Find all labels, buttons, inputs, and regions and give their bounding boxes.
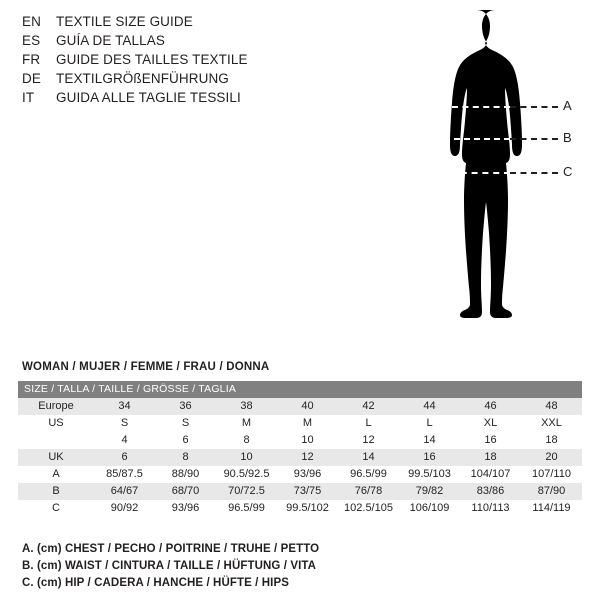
table-cell: 79/82 (399, 483, 460, 500)
table-row (18, 415, 582, 432)
table-cell: 16 (460, 432, 521, 449)
female-silhouette-icon (435, 8, 555, 376)
table-cell: 46 (460, 398, 521, 415)
language-row (22, 14, 322, 33)
table-cell: 16 (399, 449, 460, 466)
row-label: C (18, 500, 94, 517)
table-cell: 73/75 (277, 483, 338, 500)
table-cell: 99.5/103 (399, 466, 460, 483)
language-code: IT (22, 90, 35, 105)
table-cell: 36 (155, 398, 216, 415)
table-cell: 88/90 (155, 466, 216, 483)
table-cell: M (216, 415, 277, 432)
table-cell: 96.5/99 (338, 466, 399, 483)
language-title: TEXTILGRÖßENFÜHRUNG (56, 71, 229, 86)
table-cell: 110/113 (460, 500, 521, 517)
table-header-row (18, 381, 582, 398)
language-title: GUIDE DES TAILLES TEXTILE (56, 52, 248, 67)
size-table-wrapper (18, 381, 582, 517)
table-cell: 87/90 (521, 483, 582, 500)
table-cell: 114/119 (521, 500, 582, 517)
footnote-c: C. (cm) HIP / CADERA / HANCHE / HÜFTE / HIPS (22, 577, 290, 589)
table-cell: 8 (155, 449, 216, 466)
measure-line-c-inner (450, 172, 510, 174)
language-code: FR (22, 52, 41, 67)
table-cell: 90.5/92.5 (216, 466, 277, 483)
language-code: EN (22, 14, 41, 29)
table-cell: 6 (155, 432, 216, 449)
measure-line-b-inner (454, 138, 510, 140)
measure-label-a: A (563, 98, 572, 113)
table-cell: 102.5/105 (338, 500, 399, 517)
language-row (22, 71, 322, 90)
language-row (22, 90, 322, 109)
language-row (22, 52, 322, 71)
language-title: TEXTILE SIZE GUIDE (56, 14, 193, 29)
table-cell: 20 (521, 449, 582, 466)
section-title: WOMAN / MUJER / FEMME / FRAU / DONNA (22, 361, 270, 373)
table-cell: XXL (521, 415, 582, 432)
table-cell: 8 (216, 432, 277, 449)
table-cell: XL (460, 415, 521, 432)
table-row (18, 483, 582, 500)
table-header-label: SIZE / TALLA / TAILLE / GRÖSSE / TAGLIA (18, 381, 582, 398)
table-cell: 99.5/102 (277, 500, 338, 517)
measure-line-a-inner (452, 106, 510, 108)
table-row (18, 500, 582, 517)
row-label: B (18, 483, 94, 500)
measure-line-c-outer (510, 172, 558, 174)
measure-label-b: B (563, 130, 572, 145)
table-cell: 10 (277, 432, 338, 449)
row-label: UK (18, 449, 94, 466)
table-cell: M (277, 415, 338, 432)
table-row (18, 432, 582, 449)
table-cell: 93/96 (277, 466, 338, 483)
table-cell: 42 (338, 398, 399, 415)
table-cell: 68/70 (155, 483, 216, 500)
table-cell: 14 (399, 432, 460, 449)
table-cell: 48 (521, 398, 582, 415)
row-label (18, 432, 94, 449)
row-label: Europe (18, 398, 94, 415)
table-cell: 44 (399, 398, 460, 415)
language-row (22, 33, 322, 52)
table-cell: 14 (338, 449, 399, 466)
table-cell: 106/109 (399, 500, 460, 517)
table-cell: S (155, 415, 216, 432)
table-cell: 18 (521, 432, 582, 449)
table-cell: 12 (338, 432, 399, 449)
table-cell: 85/87.5 (94, 466, 155, 483)
table-cell: S (94, 415, 155, 432)
language-code: ES (22, 33, 41, 48)
table-cell: 93/96 (155, 500, 216, 517)
table-cell: 4 (94, 432, 155, 449)
footnote-b: B. (cm) WAIST / CINTURA / TAILLE / HÜFTUNG / VITA (22, 560, 317, 572)
table-cell: 34 (94, 398, 155, 415)
measure-line-b-outer (510, 138, 558, 140)
table-cell: 76/78 (338, 483, 399, 500)
table-cell: 104/107 (460, 466, 521, 483)
table-cell: 96.5/99 (216, 500, 277, 517)
language-title: GUIDA ALLE TAGLIE TESSILI (56, 90, 241, 105)
row-label: A (18, 466, 94, 483)
table-cell: 6 (94, 449, 155, 466)
measure-label-c: C (563, 164, 573, 179)
table-cell: 70/72.5 (216, 483, 277, 500)
footnote-a: A. (cm) CHEST / PECHO / POITRINE / TRUHE / PETTO (22, 543, 320, 555)
measure-line-a-outer (510, 106, 558, 108)
table-cell: 64/67 (94, 483, 155, 500)
table-cell: 12 (277, 449, 338, 466)
table-row (18, 398, 582, 415)
table-cell: 40 (277, 398, 338, 415)
table-cell: 83/86 (460, 483, 521, 500)
body-figure-area (395, 8, 595, 378)
table-cell: 18 (460, 449, 521, 466)
language-code: DE (22, 71, 41, 86)
table-cell: 38 (216, 398, 277, 415)
table-cell: L (338, 415, 399, 432)
table-row (18, 449, 582, 466)
row-label: US (18, 415, 94, 432)
language-title-list (22, 14, 322, 109)
footnotes (22, 541, 319, 592)
size-table (18, 381, 582, 517)
table-cell: L (399, 415, 460, 432)
table-row (18, 466, 582, 483)
table-cell: 90/92 (94, 500, 155, 517)
language-title: GUÍA DE TALLAS (56, 33, 165, 48)
table-cell: 10 (216, 449, 277, 466)
table-cell: 107/110 (521, 466, 582, 483)
